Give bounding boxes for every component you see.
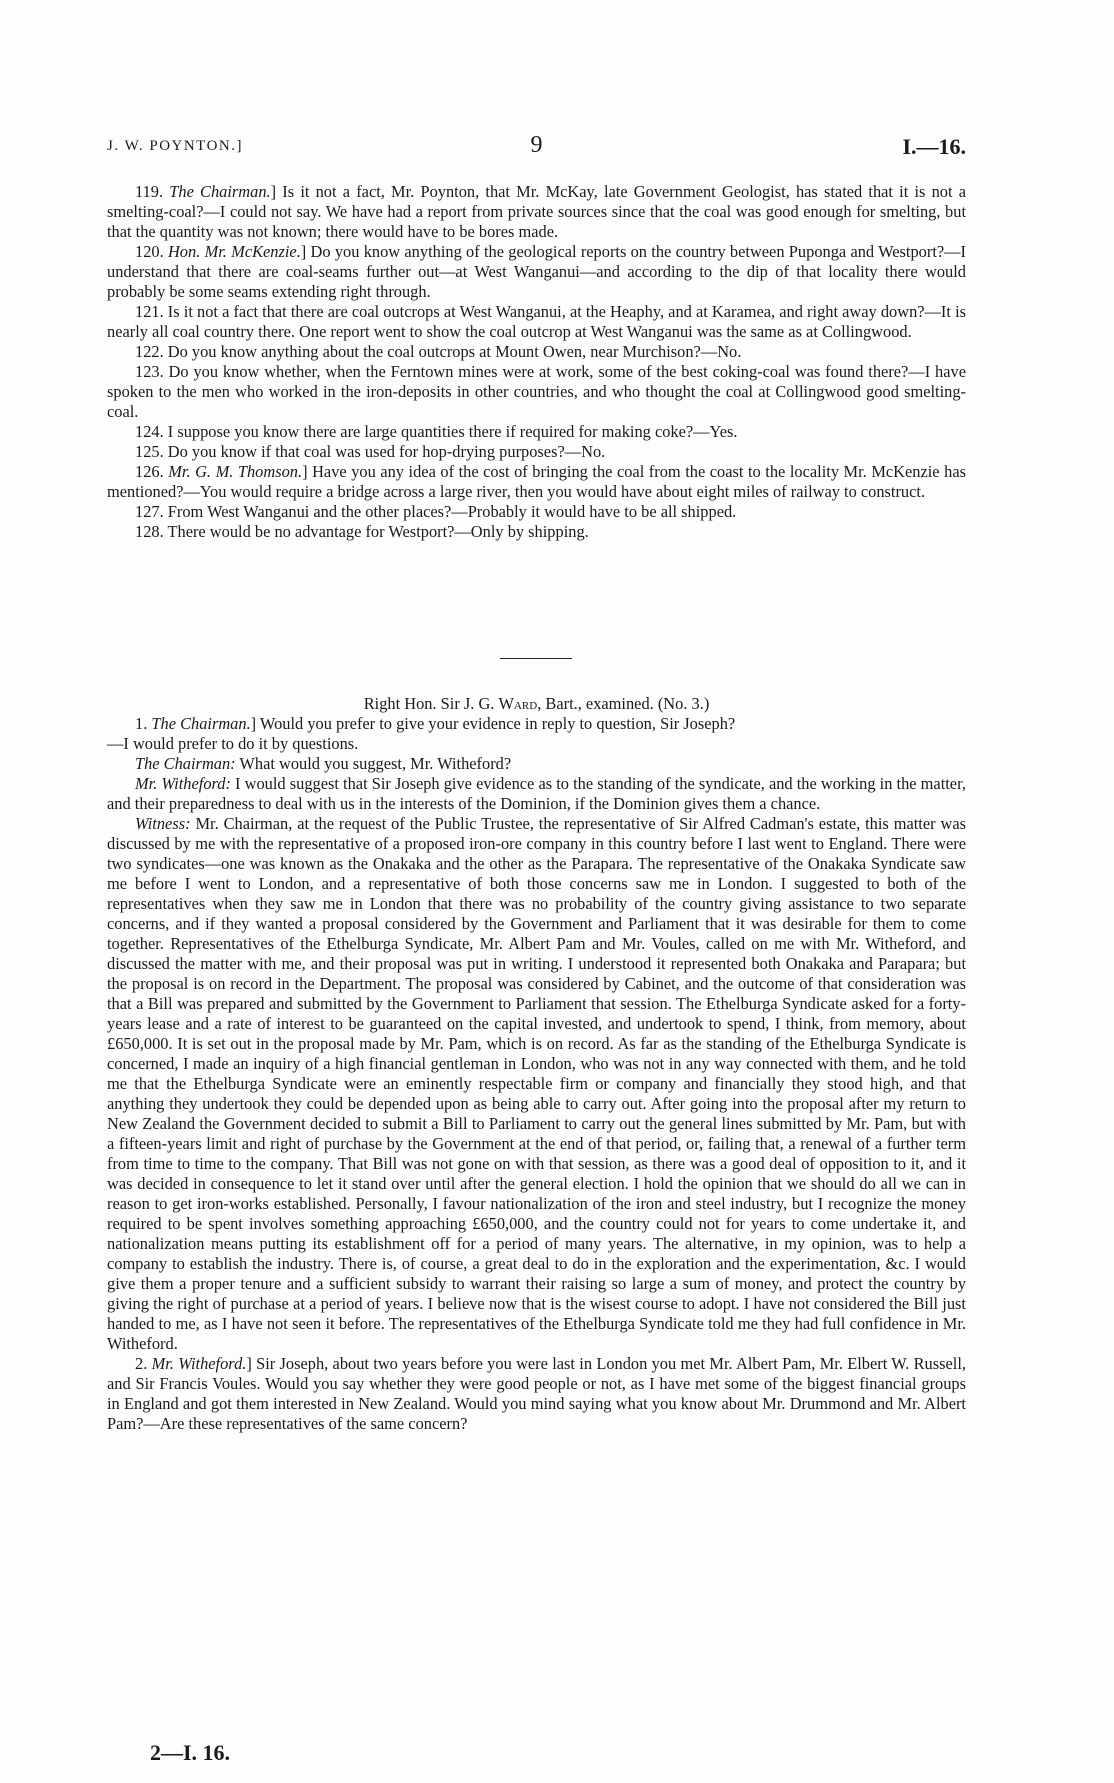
running-head-left: J. W. POYNTON.] (107, 138, 243, 154)
speaker: Hon. Mr. McKenzie. (167, 242, 301, 261)
paragraph-120: 120. Hon. Mr. McKenzie.] Do you know anything of the geological reports on the country between Puponga and Westport?—I understand that there are coal-seams further out—at West Wanganui—and according to the dip of that locality there would probably be some seams extending right through. (107, 242, 966, 301)
page-number: 9 (530, 132, 543, 158)
paragraph-119: 119. The Chairman.] Is it not a fact, Mr. Poynton, that Mr. McKay, late Government Geologist, has stated that it is not a smelting-coal?—I could not say. We have had a report from private sources since that the coal was good enough for smelting, but that the quantity was not known; there would have to be bores made. (107, 182, 966, 241)
paragraph-128: 128. There would be no advantage for Westport?—Only by shipping. (135, 522, 589, 541)
evidence-section-ward (107, 694, 966, 1434)
paragraph-121: 121. Is it not a fact that there are coal outcrops at West Wanganui, at the Heaphy, and at Karamea, and right away down?—It is nearly all coal country there. One report went to show the coal outcrop at West Wanganui was the same as at Collingwood. (107, 302, 966, 341)
paragraph-126: 126. Mr. G. M. Thomson.] Have you any idea of the cost of bringing the coal from the coast to the locality Mr. McKenzie has mentioned?—You would require a bridge across a large river, then you would have about eight miles of railway to construct. (107, 462, 966, 501)
speaker: The Chairman: (135, 754, 236, 773)
speaker: Mr. G. M. Thomson. (168, 462, 303, 481)
chairman-remark: The Chairman: What would you suggest, Mr. Witheford? (135, 754, 512, 773)
speaker: The Chairman. (151, 714, 251, 733)
witness-statement: Witness: Mr. Chairman, at the request of the Public Trustee, the representative of Sir Alfred Cadman's estate, this matter was discussed by me with the representative of a proposed iron-ore company in this country before I last went to England. There were two syndicates—one was known as the Onakaka and the other as the Parapara. The representative of the Onakaka Syndicate saw me before I went to London, and a representative of both those concerns saw me in London. I suggested to both of the representatives when they saw me in London that there was no probability of the country giving assistance to two separate concerns, and if they wanted a proposal considered by the Government and Parliament that it was desirable for them to come together. Representatives of the Ethelburga Syndicate, Mr. Albert Pam and Mr. Voules, called on me with Mr. Witheford, and discussed the matter with me, and their proposal was put in writing. I understood it represented both Onakaka and Parapara; but the proposal is on record in the Department. The proposal was considered by Cabinet, and the outcome of that consideration was that a Bill was prepared and submitted by the Government to Parliament that session. The Ethelburga Syndicate asked for a forty-years lease and a rate of interest to be guaranteed on the capital invested, and undertook to spend, I think, from memory, about £650,000. It is set out in the proposal made by Mr. Pam, which is on record. As far as the standing of the Ethelburga Syndicate is concerned, I made an inquiry of a high financial gentleman in London, who was not in any way connected with them, and he told me that the Ethelburga Syndicate were an eminently respectable firm or company and financially they stood high, and that anything they undertook they could be depended upon as being able to carry out. After going into the proposal after my return to New Zealand the Government decided to submit a Bill to Parliament to carry out the general lines submitted by Mr. Pam, but with a fifteen-years limit and right of purchase by the Government at the end of that period, or, failing that, a renewal of a further term from time to time to the company. That Bill was not gone on with that session, as there was a good deal of opposition to it, and it was decided in consequence to let it stand over until after the general election. I hold the opinion that we should do all we can in reason to get iron-works established. Personally, I favour nationalization of the iron and steel industry, but I recognize the money required to be spent involves something approaching £650,000, and the country could not for years to come undertake it, and nationalization means putting its establishment off for a period of many years. The alternative, in my opinion, was to help a company to establish the industry. There is, of course, a great deal to do in the exploration and the experimentation, &c. I would give them a proper tenure and a sufficient subsidy to warrant their raising so large a sum of money, and protect the country by giving the right of purchase at a period of years. I believe now that is the wisest course to adopt. I have not considered the Bill just handed to me, as I have not seen it before. The representatives of the Ethelburga Syndicate told me they had full confidence in Mr. Witheford. (107, 814, 966, 1353)
page-header (107, 132, 966, 162)
question-2: 2. Mr. Witheford.] Sir Joseph, about two years before you were last in London you met Mr. Albert Pam, Mr. Elbert W. Russell, and Sir Francis Voules. Would you say whether they were good people or not, as I have met some of the biggest financial groups in England and got them interested in New Zealand. Would you mind saying what you know about Mr. Drummond and Mr. Albert Pam?—Are these representatives of the same concern? (107, 1354, 966, 1433)
witness-heading: Right Hon. Sir J. G. Ward, Bart., examined. (No. 3.) (363, 694, 710, 713)
paragraph-123: 123. Do you know whether, when the Ferntown mines were at work, some of the best coking-coal was found there?—I have spoken to the men who worked in the iron-deposits in other countries, and who thought the coal at Collingwood good smelting-coal. (107, 362, 966, 421)
paragraph-122: 122. Do you know anything about the coal outcrops at Mount Owen, near Murchison?—No. (135, 342, 742, 361)
paragraph-125: 125. Do you know if that coal was used for hop-drying purposes?—No. (135, 442, 606, 461)
paragraph-127: 127. From West Wanganui and the other places?—Probably it would have to be all shipped. (135, 502, 737, 521)
paragraph-124: 124. I suppose you know there are large quantities there if required for making coke?—Yes. (135, 422, 738, 441)
signature-mark: 2—I. 16. (150, 1740, 231, 1765)
answer-1: —I would prefer to do it by questions. (107, 734, 359, 753)
question-1: 1. The Chairman.] Would you prefer to give your evidence in reply to question, Sir Joseph? (135, 714, 736, 733)
evidence-section-poynton (107, 182, 966, 542)
speaker: Witness: (135, 814, 191, 833)
witheford-remark: Mr. Witheford: I would suggest that Sir Joseph give evidence as to the standing of the syndicate, and the working in the matter, and their preparedness to deal with us in the interests of the Dominion, if the Dominion gives them a chance. (107, 774, 966, 813)
speaker: The Chairman. (169, 182, 271, 201)
running-head-right: I.—16. (902, 134, 966, 159)
speaker: Mr. Witheford: (135, 774, 231, 793)
section-divider (500, 658, 572, 659)
speaker: Mr. Witheford. (151, 1354, 247, 1373)
